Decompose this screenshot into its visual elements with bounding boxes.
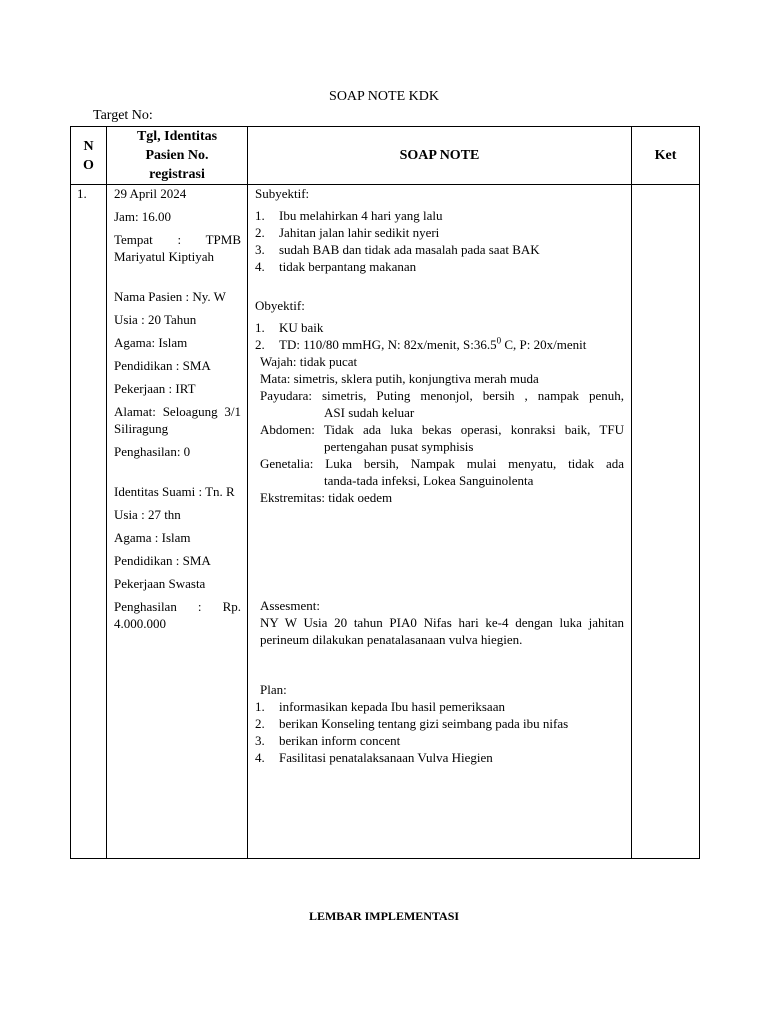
list-item-number: 4.	[255, 750, 265, 765]
list-item-number: 1.	[255, 320, 265, 335]
plan-list	[255, 698, 624, 766]
assessment-section	[255, 597, 624, 648]
row-number: 1.	[71, 185, 107, 859]
list-item-text: tidak berpantang makanan	[279, 259, 417, 274]
breast-finding-cont: ASI sudah keluar	[324, 405, 415, 420]
list-item	[255, 241, 624, 258]
patient-income: Penghasilan: 0	[114, 444, 191, 459]
implementation-sheet-title: LEMBAR IMPLEMENTASI	[308, 909, 460, 923]
list-item	[255, 224, 624, 241]
husband-job: Pekerjaan Swasta	[114, 576, 206, 591]
husband-age: Usia : 27 thn	[114, 507, 181, 522]
header-ket: Ket	[632, 127, 700, 185]
eyes-finding: Mata: simetris, sklera putih, konjungtiva merah muda	[260, 371, 539, 386]
objective-section	[255, 297, 624, 506]
patient-job: Pekerjaan : IRT	[114, 381, 196, 396]
breast-text: simetris, Puting menonjol, bersih , nampak penuh,	[311, 388, 624, 403]
assessment-heading: Assesment:	[260, 598, 320, 613]
visit-date: 29 April 2024	[114, 186, 187, 201]
breast-label: Payudara:	[260, 388, 312, 403]
list-item-number: 3.	[255, 733, 265, 748]
list-item	[255, 336, 624, 353]
subjective-heading: Subyektif:	[255, 186, 310, 201]
list-item	[255, 715, 624, 732]
genitalia-label: Genetalia:	[260, 456, 314, 471]
plan-heading: Plan:	[260, 682, 287, 697]
plan-section	[255, 681, 624, 766]
list-item-text: berikan Konseling tentang gizi seimbang pada ibu nifas	[279, 716, 569, 731]
header-no	[71, 127, 107, 185]
list-item-number: 2.	[255, 716, 265, 731]
visit-time: Jam: 16.00	[114, 209, 172, 224]
list-item-text: Fasilitasi penatalaksanaan Vulva Hiegien	[279, 750, 493, 765]
vital-signs-text: TD: 110/80 mmHG, N: 82x/menit, S:36.5	[279, 337, 497, 352]
list-item-text: Jahitan jalan lahir sedikit nyeri	[279, 225, 440, 240]
subjective-section	[255, 185, 624, 275]
patient-name: Nama Pasien : Ny. W	[114, 289, 226, 304]
husband-religion: Agama : Islam	[114, 530, 191, 545]
patient-age: Usia : 20 Tahun	[114, 312, 197, 327]
patient-religion: Agama: Islam	[114, 335, 188, 350]
list-item-number: 2.	[255, 225, 265, 240]
objective-heading: Obyektif:	[255, 298, 305, 313]
breast-finding	[255, 387, 624, 404]
husband-income: Penghasilan : Rp. 4.000.000	[114, 599, 241, 631]
list-item	[255, 732, 624, 749]
patient-identity-cell	[107, 185, 248, 859]
list-item-text: sudah BAB dan tidak ada masalah pada saat BAK	[279, 242, 540, 257]
list-item-text: KU baik	[279, 320, 324, 335]
list-item-number: 4.	[255, 259, 265, 274]
subjective-list	[255, 207, 624, 275]
list-item	[255, 258, 624, 275]
patient-education: Pendidikan : SMA	[114, 358, 211, 373]
header-identity-label: Tgl, Identitas Pasien No. registrasi	[136, 129, 218, 182]
husband-identity: Identitas Suami : Tn. R	[114, 484, 235, 499]
abdomen-text: Tidak ada luka bekas operasi, konraksi baik, TFU	[314, 422, 624, 437]
vital-signs	[279, 337, 586, 352]
list-item-number: 1.	[255, 208, 265, 223]
objective-list	[255, 319, 624, 353]
list-item	[255, 207, 624, 224]
genitalia-finding	[255, 455, 624, 472]
degree-superscript: 0	[496, 335, 502, 346]
list-item-text: berikan inform concent	[279, 733, 401, 748]
list-item-number: 2.	[255, 337, 265, 352]
vital-signs-unit: C, P: 20x/menit	[501, 337, 587, 352]
genitalia-text: Luka bersih, Nampak mulai menyatu, tidak ada	[313, 456, 624, 471]
table-header-row	[71, 127, 700, 185]
abdomen-label: Abdomen:	[260, 422, 315, 437]
header-soap-note: SOAP NOTE	[248, 127, 632, 185]
header-no-label: N O	[83, 138, 94, 173]
abdomen-finding-cont: pertengahan pusat symphisis	[324, 439, 474, 454]
visit-place: Tempat : TPMB Mariyatul Kiptiyah	[114, 232, 241, 264]
abdomen-finding	[255, 421, 624, 438]
list-item-text: informasikan kepada Ibu hasil pemeriksaan	[279, 699, 505, 714]
list-item-number: 3.	[255, 242, 265, 257]
target-number-label: Target No:	[93, 108, 153, 123]
list-item	[255, 749, 624, 766]
table-row	[71, 185, 700, 859]
list-item	[255, 698, 624, 715]
husband-education: Pendidikan : SMA	[114, 553, 211, 568]
soap-note-table	[70, 126, 700, 859]
list-item-text: Ibu melahirkan 4 hari yang lalu	[279, 208, 443, 223]
patient-address: Alamat: Seloagung 3/1 Siliragung	[114, 404, 241, 436]
ket-cell	[632, 185, 700, 859]
list-item-number: 1.	[255, 699, 265, 714]
extremities-finding: Ekstremitas: tidak oedem	[260, 490, 393, 505]
face-finding: Wajah: tidak pucat	[260, 354, 358, 369]
assessment-text: NY W Usia 20 tahun PIA0 Nifas hari ke-4 dengan luka jahitan perineum dilakukan penatalasanaan vulva hiegien.	[260, 615, 624, 647]
genitalia-finding-cont: tanda-tada infeksi, Lokea Sanguinolenta	[324, 473, 534, 488]
soap-note-cell	[248, 185, 632, 859]
header-identity	[107, 127, 248, 185]
list-item	[255, 319, 624, 336]
document-title: SOAP NOTE KDK	[329, 89, 439, 104]
